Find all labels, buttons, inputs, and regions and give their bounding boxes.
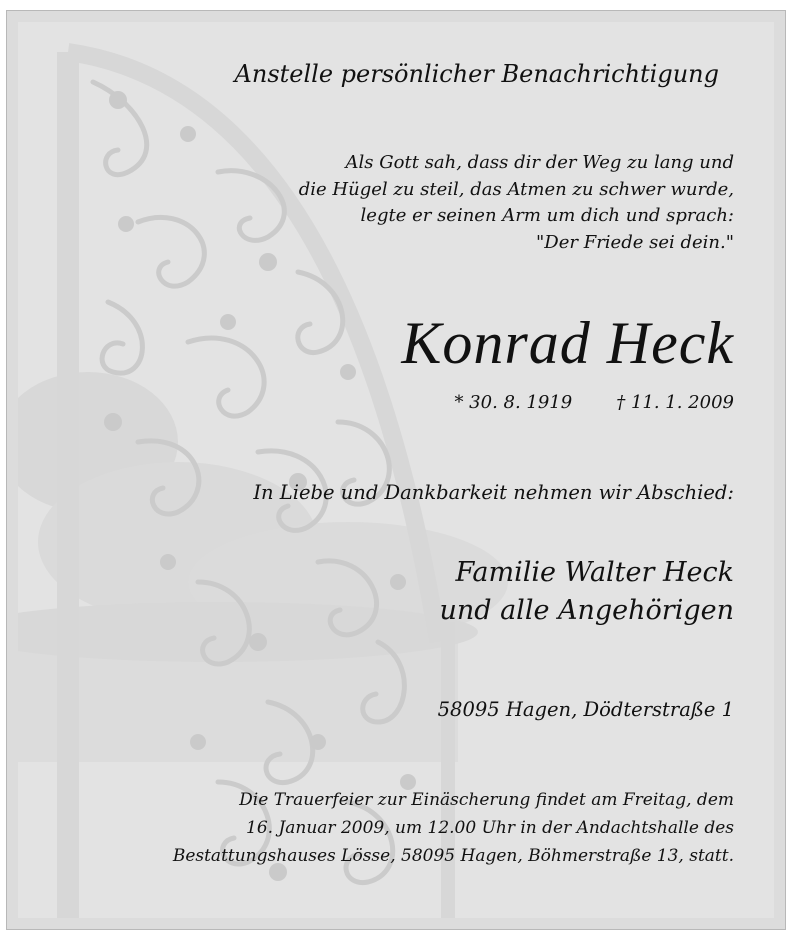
deceased-name: Konrad Heck xyxy=(401,310,734,376)
service-line: Bestattungshauses Lösse, 58095 Hagen, Böhmerstraße 13, statt. xyxy=(172,846,734,866)
service-line: 16. Januar 2009, um 12.00 Uhr in der Andachtshalle des xyxy=(246,818,734,838)
funeral-service-info xyxy=(173,786,734,870)
notice-heading: Anstelle persönlicher Benachrichtigung xyxy=(234,60,719,88)
memorial-poem xyxy=(299,150,734,256)
family-signature xyxy=(439,554,734,630)
farewell-text: In Liebe und Dankbarkeit nehmen wir Abschied: xyxy=(253,481,734,504)
life-dates xyxy=(454,392,734,413)
family-line: und alle Angehörigen xyxy=(439,595,734,626)
family-address: 58095 Hagen, Dödterstraße 1 xyxy=(437,698,734,721)
notice-panel xyxy=(18,22,774,918)
family-line: Familie Walter Heck xyxy=(455,557,734,588)
poem-line: die Hügel zu steil, das Atmen zu schwer wurde, xyxy=(298,178,734,200)
birth-date: * 30. 8. 1919 xyxy=(454,392,573,413)
death-date: † 11. 1. 2009 xyxy=(616,392,734,413)
poem-line: legte er seinen Arm um dich und sprach: xyxy=(360,205,734,226)
poem-line: Als Gott sah, dass dir der Weg zu lang und xyxy=(345,152,734,173)
service-line: Die Trauerfeier zur Einäscherung findet am Freitag, dem xyxy=(239,790,734,810)
poem-line: "Der Friede sei dein." xyxy=(536,231,734,253)
